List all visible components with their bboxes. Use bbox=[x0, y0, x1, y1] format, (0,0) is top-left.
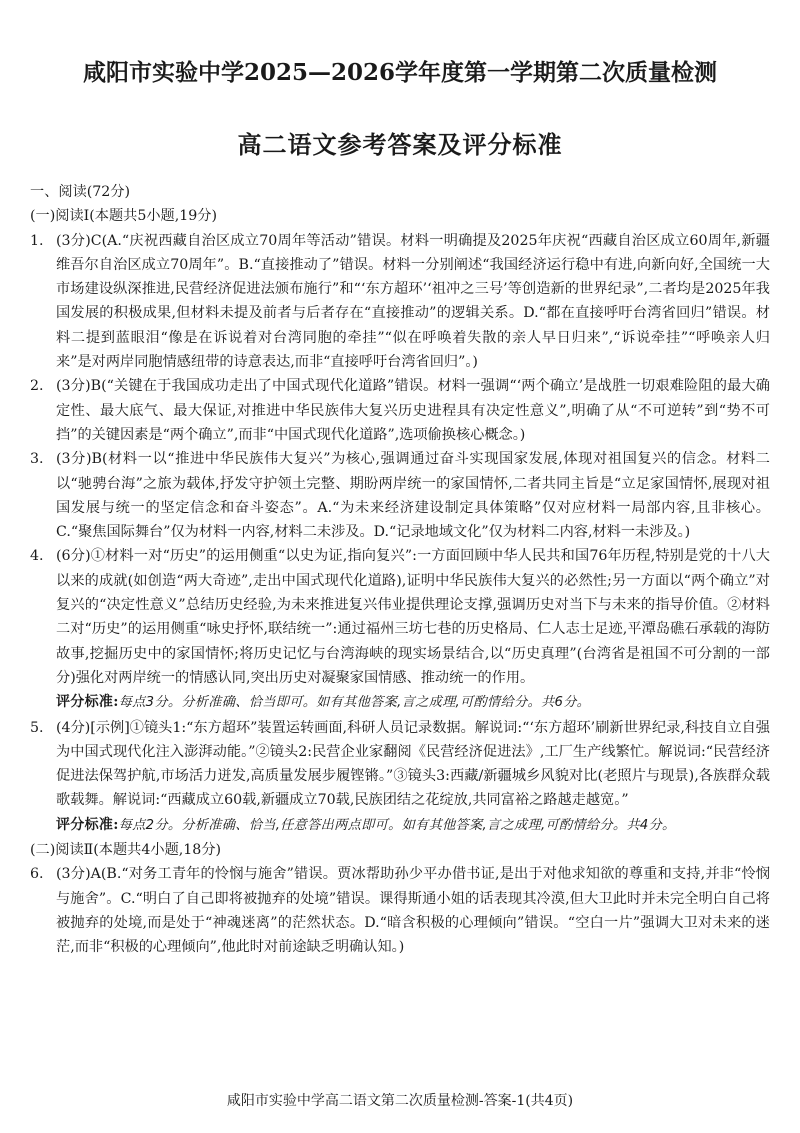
criteria-text: 每点2分。分析准确、恰当,任意答出两点即可。如有其他答案,言之成理,可酌情给分。共4分。 bbox=[118, 817, 676, 833]
answer-content bbox=[30, 180, 770, 960]
section-heading-reading-2: (二)阅读Ⅱ(本题共4小题,18分) bbox=[30, 842, 222, 859]
question-number: 5. bbox=[30, 719, 44, 736]
answer-text: (3分)A(B.“对务工青年的怜悯与施舍”错误。贾冰帮助孙少平办借书证,是出于对他求知欲的尊重和支持,并非“怜悯与施舍”。C.“明白了自己即将被抛弃的处境”错误。课得斯通小姐的话表现其冷漠,但大卫此时并未完全明白自己将被抛弃的处境,而是处于“神魂迷离”的茫然状态。D.“暗含积极的心理倾向”错误。“空白一片”强调大卫对未来的迷茫,而非“积极的心理倾向”,他此时对前途缺乏明确认知。) bbox=[56, 866, 770, 956]
answer-text: (3分)C(A.“庆祝西藏自治区成立70周年等活动”错误。材料一明确提及2025年庆祝“西藏自治区成立60周年,新疆维吾尔自治区成立70周年”。B.“直接推动了”错误。材料一分别阐述“我国经济运行稳中有进,向新向好,全国统一大市场建设纵深推进,民营经济促进法颁布施行”和“‘东方超环’‘祖冲之三号’等创造新的世界纪录”,二者均是2025年我国发展的积极成果,但材料未提及前者与后者存在“直接推动”的逻辑关系。D.“都在直接呼吁台湾省回归”错误。材料二提到蓝眼泪“像是在诉说着对台湾同胞的牵挂”“似在呼唤着失散的亲人早日归来”,“诉说牵挂”“呼唤亲人归来”是对两岸同胞情感纽带的诗意表达,而非“直接呼吁台湾省回归”。) bbox=[56, 232, 770, 371]
answer-item-1 bbox=[30, 229, 770, 375]
section-heading-reading: 一、阅读(72分) bbox=[30, 184, 131, 200]
question-number: 3. bbox=[30, 451, 44, 468]
document-title: 咸阳市实验中学2025—2026学年度第一学期第二次质量检测 bbox=[82, 59, 718, 86]
answer-text: (4分)[示例]①镜头1:“东方超环”装置运转画面,科研人员记录数据。解说词:“‘东方超环’刷新世界纪录,科技自立自强为中国式现代化注入澎湃动能。”②镜头2:民营企业家翻阅《民营经济促进法》,工厂生产线繁忙。解说词:“民营经济促进法保驾护航,市场活力迸发,高质量发展步履铿锵。”③镜头3:西藏/新疆城乡风貌对比(老照片与现景),各族群众载歌载舞。解说词:“西藏成立60载,新疆成立70载,民族团结之花绽放,共同富裕之路越走越宽。” bbox=[56, 719, 770, 809]
answer-item-2 bbox=[30, 374, 770, 447]
criteria-label: 评分标准: bbox=[56, 816, 119, 833]
criteria-text: 每点3分。分析准确、恰当即可。如有其他答案,言之成理,可酌情给分。共6分。 bbox=[118, 695, 591, 711]
answer-item-3 bbox=[30, 447, 770, 544]
question-number: 4. bbox=[30, 548, 44, 565]
scoring-criteria-4 bbox=[30, 690, 770, 715]
answer-text: (6分)①材料一对“历史”的运用侧重“以史为证,指向复兴”:一方面回顾中华人民共和国76年历程,特别是党的十八大以来的成就(如创造“两大奇迹”,走出中国式现代化道路),证明中华民族伟大复兴的必然性;另一方面以“两个确立”对复兴的“决定性意义”总结历史经验,为未来推进复兴伟业提供理论支撑,强调历史对当下与未来的指导价值。②材料二对“历史”的运用侧重“咏史抒怀,联结统一”:通过福州三坊七巷的历史格局、仁人志士足迹,平潭岛礁石承载的海防故事,挖掘历史中的家国情怀;将历史记忆与台湾海峡的现实场景结合,以“历史真理”(台湾省是祖国不可分割的一部分)强化对两岸统一的情感认同,突出历史对凝聚家国情感、推动统一的作用。 bbox=[56, 548, 770, 686]
section-heading-reading-1: (一)阅读Ⅰ(本题共5小题,19分) bbox=[30, 208, 218, 225]
criteria-label: 评分标准: bbox=[56, 694, 119, 711]
page-footer: 咸阳市实验中学高二语文第二次质量检测-答案-1(共4页) bbox=[226, 1093, 574, 1109]
answer-item-5 bbox=[30, 716, 770, 813]
answer-item-4 bbox=[30, 544, 770, 690]
question-number: 2. bbox=[30, 378, 44, 395]
answer-item-6 bbox=[30, 862, 770, 959]
scoring-criteria-5 bbox=[30, 813, 770, 838]
answer-text: (3分)B(材料一以“推进中华民族伟大复兴”为核心,强调通过奋斗实现国家发展,体现对祖国复兴的信念。材料二以“驰骋台海”之旅为载体,抒发守护领土完整、期盼两岸统一的家国情怀,二者共同主旨是“立足家国情怀,展现对祖国发展与统一的坚定信念和奋斗姿态”。A.“为未来经济建设制定具体策略”仅对应材料一局部内容,且非核心。C.“聚焦国际舞台”仅为材料一内容,材料二未涉及。D.“记录地域文化”仅为材料二内容,材料一未涉及。) bbox=[56, 451, 770, 541]
document-subtitle: 高二语文参考答案及评分标准 bbox=[237, 130, 563, 159]
question-number: 6. bbox=[30, 866, 44, 883]
answer-text: (3分)B(“关键在于我国成功走出了中国式现代化道路”错误。材料一强调“‘两个确立’是战胜一切艰难险阻的最大确定性、最大底气、最大保证,对推进中华民族伟大复兴历史进程具有决定性意义”,明确了从“不可逆转”到“势不可挡”的关键因素是“两个确立”,而非“中国式现代化道路”,选项偷换核心概念。) bbox=[56, 378, 770, 443]
question-number: 1. bbox=[30, 232, 44, 249]
